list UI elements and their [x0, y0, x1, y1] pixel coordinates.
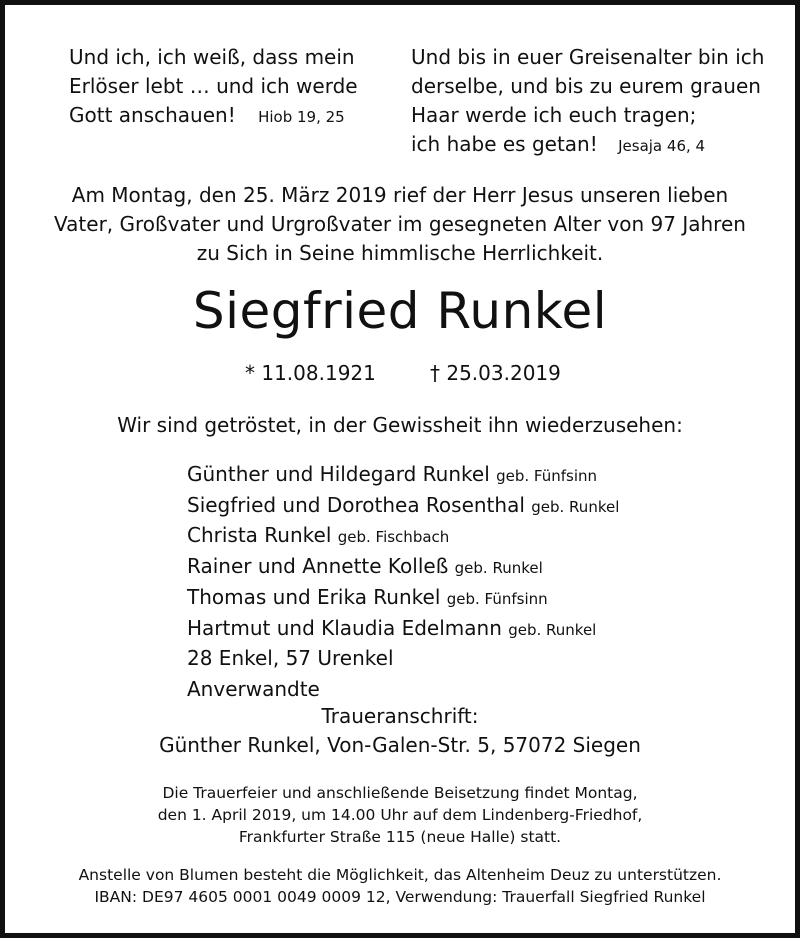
announcement-line: Am Montag, den 25. März 2019 rief der Herr Jesus unseren lieben [71, 183, 729, 207]
announcement-line: zu Sich in Seine himmlische Herrlichkeit. [196, 241, 604, 265]
verse-right-line: ich habe es getan! [411, 132, 598, 156]
donation-line: IBAN: DE97 4605 0001 0049 0009 12, Verwendung: Trauerfall Siegfried Runkel [94, 888, 706, 906]
verse-left-line: Erlöser lebt … und ich werde [69, 74, 358, 98]
mourner-name: Christa Runkel [187, 523, 332, 548]
mourner-row [187, 521, 619, 552]
funeral-service-info [5, 782, 795, 848]
mourner-row [187, 614, 619, 645]
birth-symbol: * [245, 361, 255, 385]
donation-info [5, 864, 795, 908]
announcement-line: Vater, Großvater und Urgroßvater im gesegneten Alter von 97 Jahren [54, 212, 746, 236]
verse-right-line: derselbe, und bis zu eurem grauen [411, 74, 761, 98]
verse-left-line: Und ich, ich weiß, dass mein [69, 45, 355, 69]
verse-right-line: Haar werde ich euch tragen; [411, 103, 697, 127]
verse-right [411, 43, 764, 161]
donation-line: Anstelle von Blumen besteht die Möglichkeit, das Altenheim Deuz zu unterstützen. [78, 866, 722, 884]
mourner-name: Rainer und Annette Kolleß [187, 554, 449, 579]
mourner-list [187, 460, 619, 706]
verse-right-reference: Jesaja 46, 4 [618, 137, 706, 155]
maiden-name: geb. Runkel [531, 497, 620, 516]
service-line: den 1. April 2019, um 14.00 Uhr auf dem Lindenberg-Friedhof, [157, 806, 643, 824]
maiden-name: geb. Fünfsinn [446, 589, 548, 608]
maiden-name: geb. Runkel [508, 620, 597, 639]
cross-icon: † [430, 361, 440, 385]
service-line: Frankfurter Straße 115 (neue Halle) statt. [238, 828, 562, 846]
deceased-name: Siegfried Runkel [192, 282, 608, 340]
maiden-name: geb. Runkel [454, 559, 543, 578]
verse-left-line: Gott anschauen! [69, 103, 236, 127]
comfort-text: Wir sind getröstet, in der Gewissheit ihn wiederzusehen: [117, 413, 683, 437]
verse-right-line: Und bis in euer Greisenalter bin ich [411, 45, 765, 69]
maiden-name: geb. Fischbach [337, 528, 450, 547]
service-line: Die Trauerfeier und anschließende Beisetzung findet Montag, [162, 784, 638, 802]
mourner-row [187, 491, 619, 522]
mourner-name: Günther und Hildegard Runkel [187, 462, 490, 486]
mourner-name: Thomas und Erika Runkel [187, 584, 441, 609]
address-line: Günther Runkel, Von-Galen-Str. 5, 57072 Siegen [159, 733, 641, 757]
mourner-name: 28 Enkel, 57 Urenkel [187, 646, 394, 671]
death-date-value: 25.03.2019 [446, 361, 561, 385]
mourner-row [187, 460, 619, 491]
mourning-address [5, 702, 795, 760]
death-announcement [5, 181, 795, 268]
mourner-row [187, 583, 619, 614]
mourner-row [187, 552, 619, 583]
verse-left-reference: Hiob 19, 25 [258, 108, 345, 126]
mourner-name: Siegfried und Dorothea Rosenthal [187, 492, 525, 517]
maiden-name: geb. Fünfsinn [496, 467, 598, 485]
death-date [430, 359, 561, 387]
verse-left [69, 43, 358, 132]
mourner-row [187, 644, 619, 675]
mourner-name: Anverwandte [187, 676, 320, 701]
address-label: Traueranschrift: [321, 704, 479, 728]
birth-date-value: 11.08.1921 [261, 361, 376, 385]
birth-date [245, 359, 376, 387]
mourner-name: Hartmut und Klaudia Edelmann [187, 615, 502, 640]
